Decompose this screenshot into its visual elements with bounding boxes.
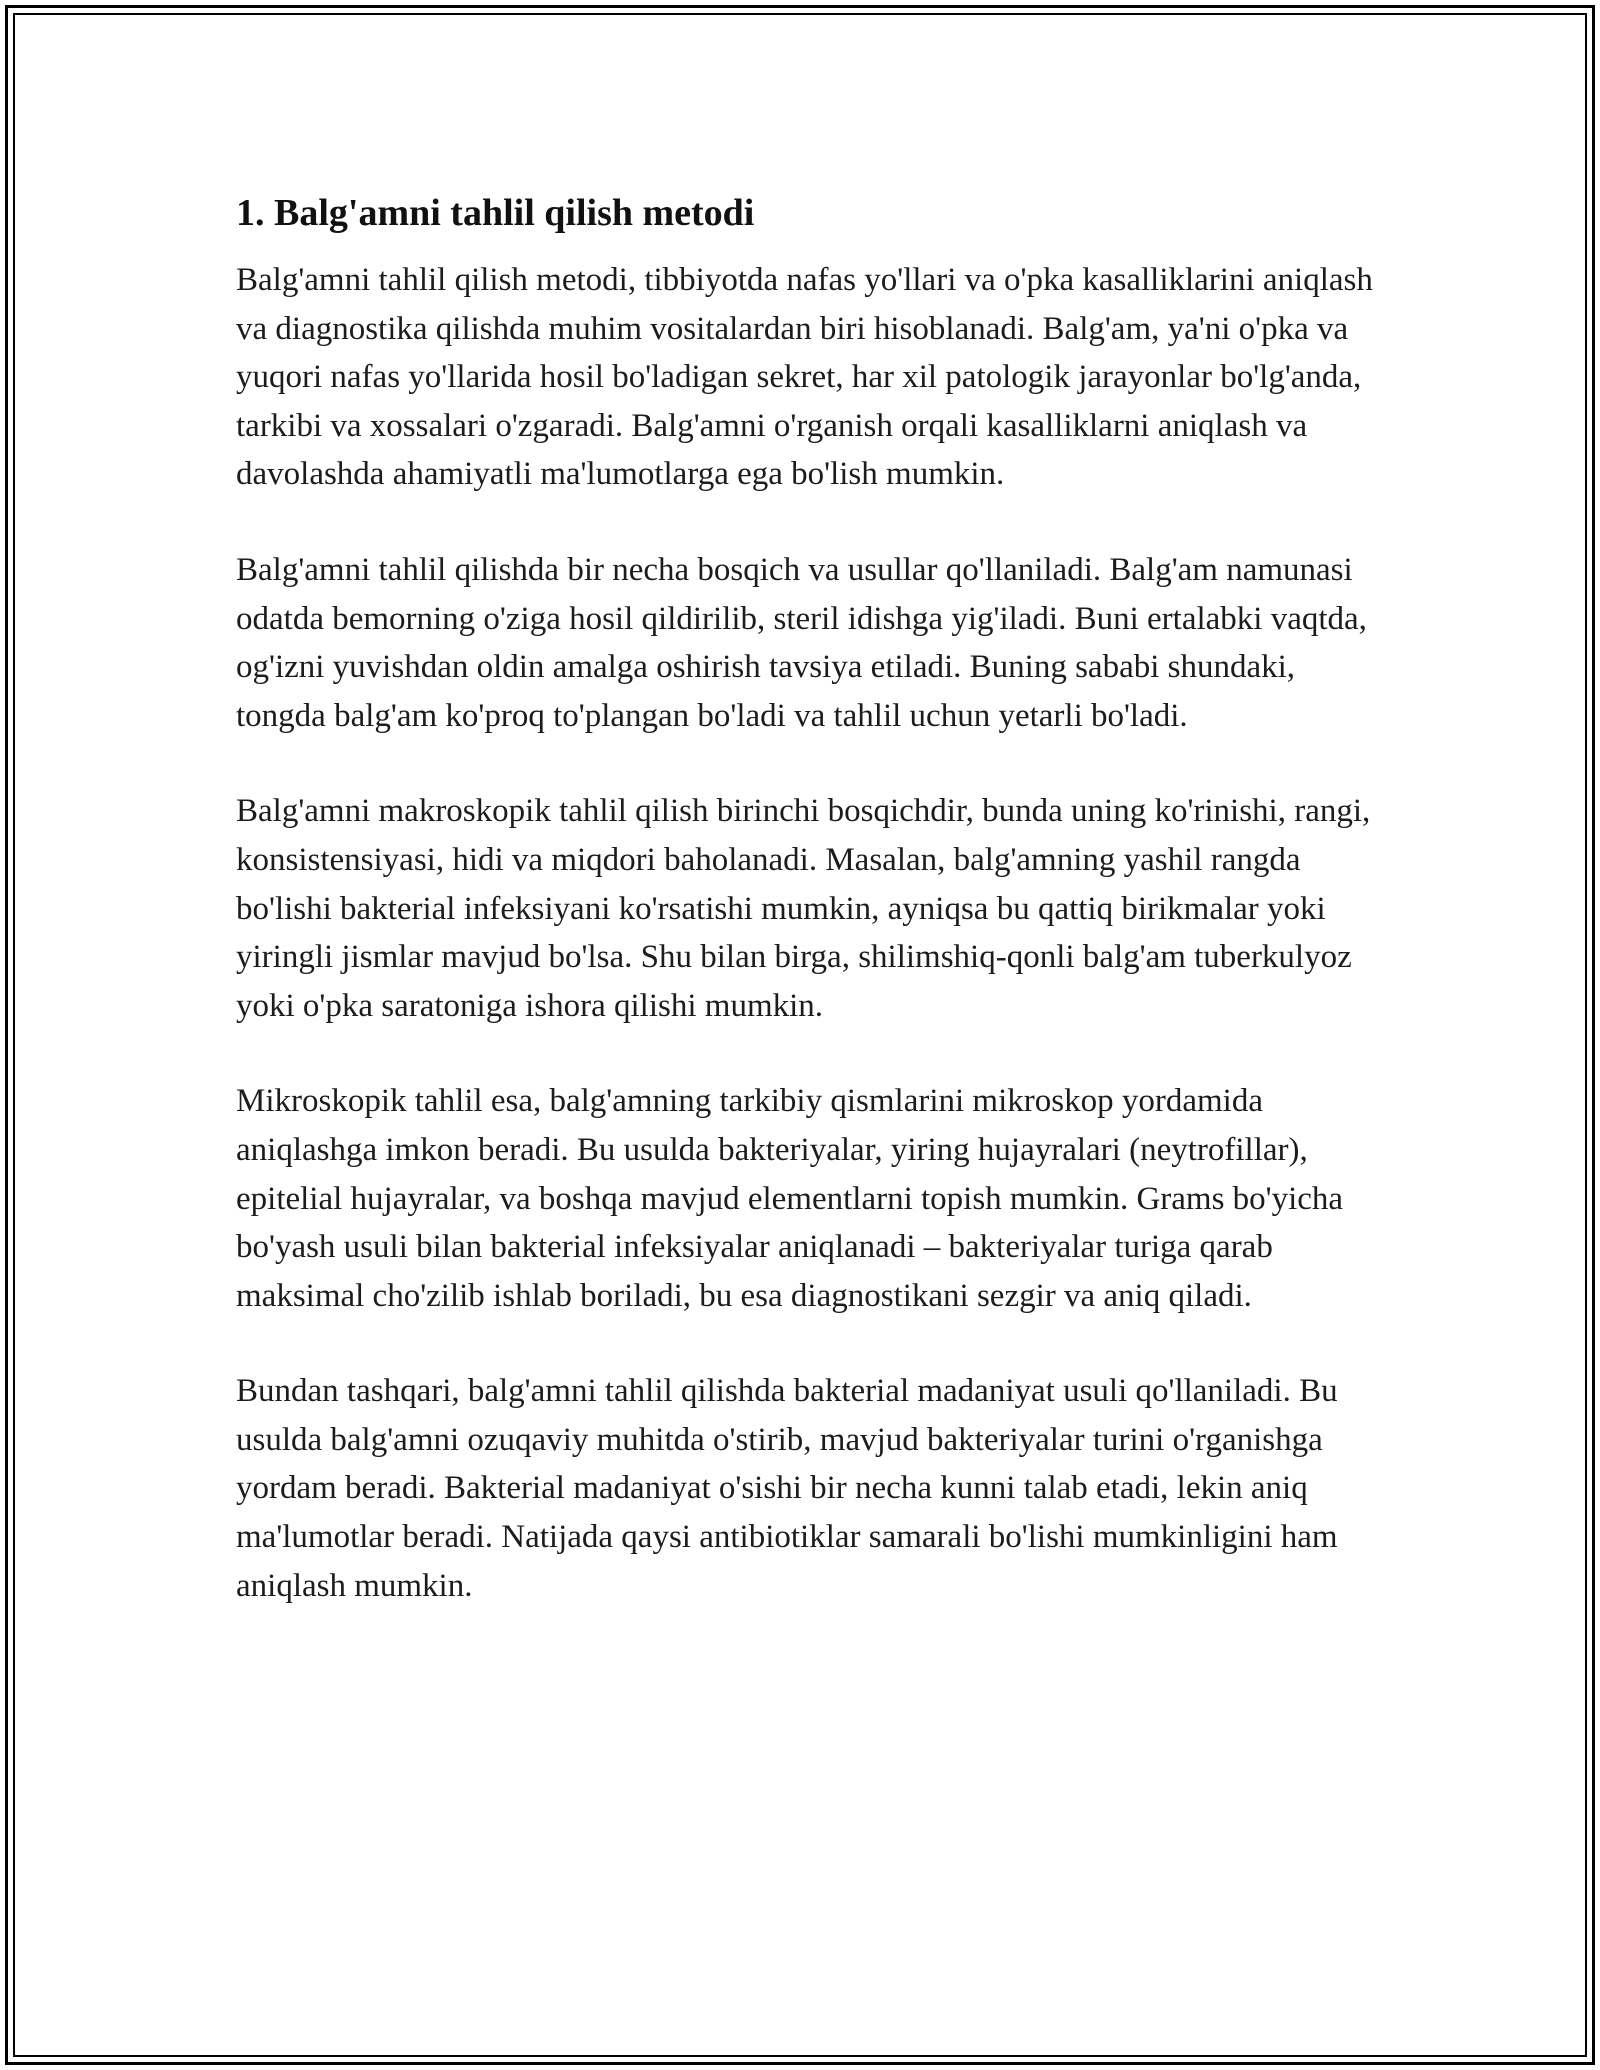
- paragraph-2: Balg'amni tahlil qilishda bir necha bosqich va usullar qo'llaniladi. Balg'am namunasi odatda bemorning o'ziga hosil qildirilib, steril idishga yig'iladi. Buni ertalabki vaqtda, og'izni yuvishdan oldin amalga oshirish tavsiya etiladi. Buning sababi shundaki, tongda balg'am ko'proq to'plangan bo'ladi va tahlil uchun yetarli bo'ladi.: [236, 551, 1367, 734]
- paragraph-3: Balg'amni makroskopik tahlil qilish birinchi bosqichdir, bunda uning ko'rinishi, rangi, konsistensiyasi, hidi va miqdori baholanadi. Masalan, balg'amning yashil rangda bo'lishi bakterial infeksiyani ko'rsatishi mumkin, ayniqsa bu qattiq birikmalar yoki yiringli jismlar mavjud bo'lsa. Shu bilan birga, shilimshiq-qonli balg'am tuberkulyoz yoki o'pka saratoniga ishora qilishi mumkin.: [236, 793, 1371, 1024]
- paragraph-1: Balg'amni tahlil qilish metodi, tibbiyotda nafas yo'llari va o'pka kasalliklarini aniqlash va diagnostika qilishda muhim vositalardan biri hisoblanadi. Balg'am, ya'ni o'pka va yuqori nafas yo'llarida hosil bo'ladigan sekret, har xil patologik jarayonlar bo'lg'anda, tarkibi va xossalari o'zgaradi. Balg'amni o'rganish orqali kasalliklarni aniqlash va davolashda ahamiyatli ma'lumotlarga ega bo'lish mumkin.: [236, 262, 1373, 493]
- document-body: [236, 186, 1386, 1657]
- paragraph-4: Mikroskopik tahlil esa, balg'amning tarkibiy qismlarini mikroskop yordamida aniqlashga imkon beradi. Bu usulda bakteriyalar, yiring hujayralari (neytrofillar), epitelial hujayralar, va boshqa mavjud elementlarni topish mumkin. Grams bo'yicha bo'yash usuli bilan bakterial infeksiyalar aniqlanadi – bakteriyalar turiga qarab maksimal cho'zilib ishlab boriladi, bu esa diagnostikani sezgir va aniq qiladi.: [236, 1083, 1344, 1314]
- section-heading: 1. Balg'amni tahlil qilish metodi: [236, 192, 755, 234]
- paragraph-5: Bundan tashqari, balg'amni tahlil qilishda bakterial madaniyat usuli qo'llaniladi. Bu usulda balg'amni ozuqaviy muhitda o'stirib, mavjud bakteriyalar turini o'rganishga yordam beradi. Bakterial madaniyat o'sishi bir necha kunni talab etadi, lekin aniq ma'lumotlar beradi. Natijada qaysi antibiotiklar samarali bo'lishi mumkinligini ham aniqlash mumkin.: [236, 1373, 1338, 1604]
